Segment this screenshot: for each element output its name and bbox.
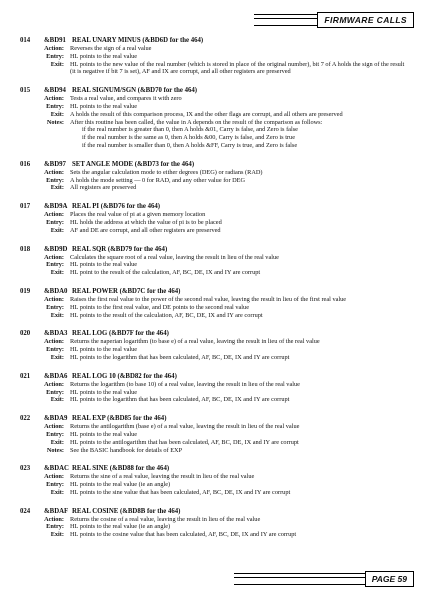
entry-number: 020 <box>20 330 31 338</box>
entry-row <box>20 53 408 61</box>
row-label: Entry: <box>46 481 64 489</box>
row-label: Action: <box>44 211 64 219</box>
entry-header <box>20 414 408 423</box>
firmware-call-entry <box>20 245 408 277</box>
entry-row <box>20 95 408 103</box>
row-text: HL points to the logarithm that has been calculated, AF, BC, DE, IX and IY are corrupt <box>70 396 290 404</box>
row-text: HL points to the result of the calculation, AF, BC, DE, IX and IY are corrupt <box>70 311 263 319</box>
entry-header <box>20 287 408 296</box>
row-label: Action: <box>44 380 64 388</box>
entry-row <box>20 269 408 277</box>
row-text: HL points to the real value <box>70 261 138 269</box>
row-label: Exit: <box>50 396 64 404</box>
row-text: HL points to the antilogarithm that has been calculated, AF, BC, DE, IX and IY are corrupt <box>70 438 299 446</box>
entry-row <box>20 211 408 219</box>
entry-address: &BDAF <box>44 507 69 515</box>
row-label: Action: <box>44 473 64 481</box>
firmware-call-entry <box>20 372 408 404</box>
row-label: Notes: <box>46 446 64 454</box>
row-text: if the real number is greater than 0, then A holds &01, Carry is false, and Zero is false <box>82 126 298 134</box>
row-text: Calculates the square root of a real value, leaving the result in lieu of the real value <box>70 253 279 261</box>
row-label: Exit: <box>50 269 64 277</box>
entry-title: REAL LOG (&BD7F for the 464) <box>72 330 169 338</box>
row-label: Entry: <box>46 176 64 184</box>
row-label: Exit: <box>50 531 64 539</box>
entry-row <box>20 219 408 227</box>
entry-title: REAL PI (&BD76 for the 464) <box>72 203 161 211</box>
row-label: Action: <box>44 295 64 303</box>
entry-header <box>20 464 408 473</box>
row-text: Returns the naperian logarithm (to base e) of a real value, leaving the result in lieu of the real value <box>70 338 320 346</box>
row-text: HL points to the first real value, and DE points to the second real value <box>70 303 250 311</box>
entry-header <box>20 160 408 169</box>
row-label: Entry: <box>46 261 64 269</box>
row-text: AF and DE are corrupt, and all other registers are preserved <box>70 226 221 234</box>
firmware-call-list <box>20 36 408 549</box>
row-label: Action: <box>44 168 64 176</box>
entry-header <box>20 36 408 45</box>
firmware-call-entry <box>20 287 408 319</box>
firmware-call-entry <box>20 414 408 454</box>
entry-row <box>20 381 408 389</box>
row-text: HL points to the real value (ie an angle) <box>70 481 171 489</box>
row-text: if the real number is smaller than 0, then A holds &FF, Carry is true, and Zero is false <box>82 141 298 149</box>
entry-number: 021 <box>20 372 31 380</box>
entry-row <box>20 489 408 497</box>
entry-row <box>20 473 408 481</box>
entry-row <box>20 304 408 312</box>
row-label: Exit: <box>50 226 64 234</box>
row-text: HL points to the cosine value that has been calculated, AF, BC, DE, IX and IY are corrupt <box>70 531 297 539</box>
row-label: Action: <box>44 95 64 103</box>
firmware-call-entry <box>20 507 408 539</box>
entry-row <box>20 254 408 262</box>
entry-title: REAL POWER (&BD7C for the 464) <box>72 287 181 295</box>
entry-row <box>20 423 408 431</box>
row-label: Entry: <box>46 52 64 60</box>
row-label: Action: <box>44 338 64 346</box>
row-text: if the real number is the same as 0, then A holds &00, Carry is false, and Zero is true <box>82 134 295 142</box>
row-text: Places the real value of pi at a given memory location <box>70 211 206 219</box>
entry-row <box>20 103 408 111</box>
entry-row <box>20 177 408 185</box>
row-label: Entry: <box>46 388 64 396</box>
row-label <box>20 142 64 150</box>
banner-rule <box>254 14 317 26</box>
entry-row <box>20 261 408 269</box>
row-text: HL holds the address at which the value of pi is to be placed <box>70 218 222 226</box>
entry-title: REAL UNARY MINUS (&BD6D for the 464) <box>72 37 204 44</box>
row-label: Entry: <box>46 523 64 531</box>
page-number: PAGE 59 <box>365 571 414 587</box>
entry-header <box>20 507 408 516</box>
entry-row <box>20 134 408 142</box>
row-label: Entry: <box>46 430 64 438</box>
entry-address: &BD94 <box>44 87 66 95</box>
row-label: Exit: <box>50 311 64 319</box>
entry-title: REAL LOG 10 (&BD82 for the 464) <box>72 372 177 380</box>
entry-row <box>20 431 408 439</box>
row-text: See the BASIC handbook for details of EXP <box>70 446 183 454</box>
row-label: Action: <box>44 253 64 261</box>
row-label: Action: <box>44 423 64 431</box>
row-text: Raises the first real value to the power of the second real value, leaving the result in lieu of the first real value <box>70 295 347 303</box>
entry-row <box>20 119 408 127</box>
row-text: HL points to the real value (ie an angle) <box>70 523 171 531</box>
entry-row <box>20 126 408 134</box>
row-text: HL points to the real value <box>70 430 138 438</box>
row-text: Returns the antilogarithm (base e) of a real value, leaving the result in lieu of the real value <box>70 423 300 431</box>
entry-row <box>20 338 408 346</box>
page-footer <box>234 568 414 590</box>
entry-title: REAL SIGNUM/SGN (&BD70 for the 464) <box>72 87 198 95</box>
entry-address: &BDA9 <box>44 415 68 423</box>
entry-row <box>20 447 408 455</box>
row-label: Exit: <box>50 184 64 192</box>
firmware-call-entry <box>20 329 408 361</box>
row-text: HL point to the result of the calculation, AF, BC, DE, IX and IY are corrupt <box>70 269 261 277</box>
firmware-call-entry <box>20 202 408 234</box>
firmware-call-entry <box>20 36 408 76</box>
entry-number: 016 <box>20 160 31 168</box>
row-text: HL points to the new value of the real number (which is stored in place of the original number), bit 7 of A holds the sign of the result (it is negative if bit 7 is set), AF and IX are corrupt, and all other registers are preserved <box>70 60 405 76</box>
entry-row <box>20 389 408 397</box>
row-label: Exit: <box>50 353 64 361</box>
row-text: HL points to the sine value that has been calculated, AF, BC, DE, IX and IY are corrupt <box>70 488 291 496</box>
entry-row <box>20 516 408 524</box>
entry-title: REAL COSINE (&BD8B for the 464) <box>72 507 181 515</box>
row-text: HL points to the real value <box>70 388 138 396</box>
entry-row <box>20 312 408 320</box>
entry-title: REAL SQR (&BD79 for the 464) <box>72 245 168 253</box>
entry-row <box>20 142 408 150</box>
firmware-call-entry <box>20 160 408 192</box>
row-text: Returns the logarithm (to base 10) of a real value, leaving the result in lieu of the real value <box>70 380 300 388</box>
entry-address: &BDAC <box>44 465 69 473</box>
entry-title: REAL SINE (&BD88 for the 464) <box>72 465 170 473</box>
row-text: HL points to the real value <box>70 102 138 110</box>
entry-row <box>20 346 408 354</box>
entry-number: 023 <box>20 465 31 473</box>
entry-address: &BD9A <box>44 203 68 211</box>
row-text: HL points to the logarithm that has been calculated, AF, BC, DE, IX and IY are corrupt <box>70 353 290 361</box>
entry-number: 022 <box>20 415 31 423</box>
entry-row <box>20 523 408 531</box>
entry-header <box>20 372 408 381</box>
entry-row <box>20 354 408 362</box>
entry-number: 014 <box>20 37 31 44</box>
entry-title: SET ANGLE MODE (&BD73 for the 464) <box>72 160 195 168</box>
section-title: FIRMWARE CALLS <box>317 12 414 28</box>
row-label: Entry: <box>46 303 64 311</box>
row-label: Action: <box>44 515 64 523</box>
entry-number: 015 <box>20 87 31 95</box>
row-text: All registers are preserved <box>70 184 137 192</box>
row-label <box>20 126 64 134</box>
entry-address: &BD91 <box>44 37 66 44</box>
entry-number: 019 <box>20 287 31 295</box>
entry-number: 018 <box>20 245 31 253</box>
row-text: HL points to the real value <box>70 346 138 354</box>
row-label: Notes: <box>46 118 64 126</box>
row-label <box>20 134 64 142</box>
row-label: Exit: <box>50 438 64 446</box>
row-label: Entry: <box>46 102 64 110</box>
entry-header <box>20 245 408 254</box>
row-label: Exit: <box>50 488 64 496</box>
firmware-call-entry <box>20 464 408 496</box>
entry-row <box>20 61 408 77</box>
entry-row <box>20 184 408 192</box>
row-text: A holds the mode setting — 0 for RAD, and any other value for DEG <box>70 176 246 184</box>
row-label: Exit: <box>50 60 64 68</box>
entry-number: 017 <box>20 203 31 211</box>
row-text: Tests a real value, and compares it with zero <box>70 95 182 103</box>
row-text: A holds the result of this comparison process, IX and the other flags are corrupt, and all others are preserved <box>70 110 343 118</box>
entry-header <box>20 329 408 338</box>
entry-address: &BD97 <box>44 160 66 168</box>
entry-address: &BDA3 <box>44 330 68 338</box>
row-text: Returns the cosine of a real value, leaving the result in lieu of the real value <box>70 515 261 523</box>
row-text: HL points to the real value <box>70 52 138 60</box>
entry-title: REAL EXP (&BD85 for the 464) <box>72 415 167 423</box>
entry-number: 024 <box>20 507 31 515</box>
entry-row <box>20 227 408 235</box>
entry-address: &BD9D <box>44 245 68 253</box>
row-text: Returns the sine of a real value, leaving the result in lieu of the real value <box>70 473 255 481</box>
entry-row <box>20 111 408 119</box>
row-text: Sets the angular calculation mode to either degrees (DEG) or radians (RAD) <box>70 168 263 176</box>
row-text: Reverses the sign of a real value <box>70 45 152 52</box>
row-text: After this routine has been called, the value in A depends on the result of the comparison as follows: <box>70 118 323 126</box>
entry-address: &BDA6 <box>44 372 68 380</box>
entry-row <box>20 531 408 539</box>
entry-row <box>20 396 408 404</box>
row-label: Entry: <box>46 218 64 226</box>
entry-header <box>20 202 408 211</box>
row-label: Action: <box>44 45 64 52</box>
entry-address: &BDA0 <box>44 287 68 295</box>
entry-row <box>20 481 408 489</box>
firmware-call-entry <box>20 86 408 150</box>
row-label: Entry: <box>46 346 64 354</box>
entry-row <box>20 169 408 177</box>
entry-header <box>20 86 408 95</box>
entry-row <box>20 45 408 53</box>
entry-row <box>20 439 408 447</box>
entry-row <box>20 296 408 304</box>
row-label: Exit: <box>50 110 64 118</box>
footer-rule <box>234 573 365 585</box>
section-banner <box>254 9 414 31</box>
